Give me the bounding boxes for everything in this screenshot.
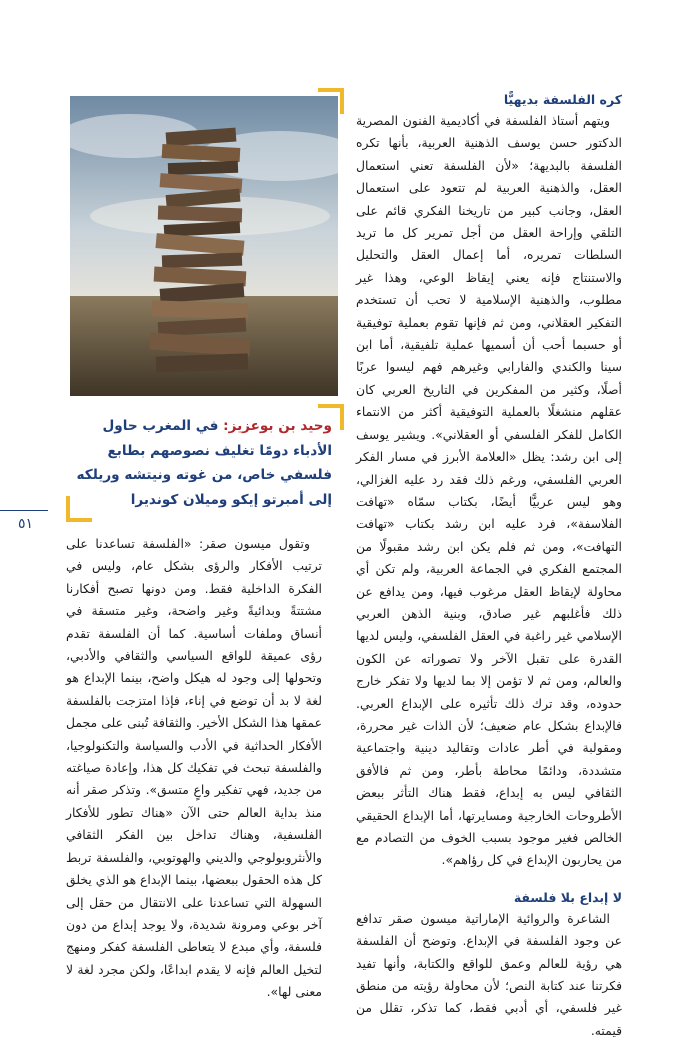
- section-heading-2: لا إبداع بلا فلسفة: [513, 889, 622, 905]
- book-stack-illustration: [70, 96, 338, 396]
- book-stack-photo: [70, 96, 338, 396]
- page-number-rule: [0, 510, 48, 511]
- page-number: ٥١: [18, 516, 34, 532]
- section-2-body: الشاعرة والروائية الإماراتية ميسون صقر تدافع عن وجود الفلسفة في الإبداع. وتوضح أن الفلسفة هي رؤية للعالم وعمق للواقع والكتابة، وأنها تفيد فكرتنا عند كتابة النص؛ لأن محاولة رؤيته من منطق غير فلسفي، أي أدبي فقط، كما تذكر، تقلل من قيمته.: [356, 910, 622, 1038]
- left-column-body: وتقول ميسون صقر: «الفلسفة تساعدنا على ترتيب الأفكار والرؤى بشكل عام، وليس في الفكرة الداخلية فقط. ومن دونها تصبح أفكارنا مشتتةً وبدائيةً وغير واضحة، وغير متسقة في أنساق وملفات أساسية. كما أن الفلسفة تقدم رؤى عميقة للواقع السياسي والثقافي والأدبي، وتحولها إلى وجود له هيكل واضح، بينما الإبداع هو لغة لا بد أن توضع في إناء، فإذا امتزجت بالفلسفة عمقها هذا الشكل الأخير. والثقافة تُبنى على مجمل الأفكار الحداثية في الأدب والسياسة والتكنولوجيا، والفلسفة تبحث في تفكيك كل هذا، وإعادة صياغته من جديد، فهي تفكير واعٍ متسق». وتذكر صقر أنه منذ بداية العالم حتى الآن «هناك تطور للأفكار الفلسفية، وهناك تداخل بين الفكر الثقافي والأنثروبولوجي والديني والهوتوبي، والفلسفة تربط كل هذه الحقول ببعضها، بينما الإبداع هو الذي يخلق السهولة التي تساعدنا على الانتقال من حقل إلى آخر بوعي ومرونة شديدة، ولا يوجد إبداع من دون فلسفة، وأي مبدع لا يتعاطى الفلسفة كفكر ومنهج لتخيل العالم فإنه لا يقدم ابداعًا، ولكن مجرد لغة لا معنى لها».: [65, 536, 322, 1000]
- section-heading-1: كره الفلسفة بديهيًّا: [503, 92, 622, 107]
- pull-quote-text: في المغرب حاول الأدباء دومًا تغليف نصوصهم بطابع فلسفي خاص، من غوته ونيتشه وريلكه إلى أمبرتو إيكو وميلان كونديرا: [76, 418, 332, 508]
- left-column: [66, 533, 322, 1004]
- section-1-body: ويتهم أستاذ الفلسفة في أكاديمية الفنون المصرية الدكتور حسن يوسف الذهنية العربية، بأنها تكره الفلسفة بالبديهة؛ «لأن الفلسفة تعني استعمال العقل، والذهنية العربية لم تتعود على استعمال العقل، وجانب كبير من تاريخنا الفكري قائم على التلقي وإراحة العقل من أجل تمرير كل ما تريد السلطات تمريره، أما إعمال العقل والتحليل والاستنتاج فإنه يعني إيقاظ الوعي، وهذا غير مطلوب، والذهنية الإسلامية لا تحب أن تستخدم التفكير العقلاني، ومن ثم فإنها تقوم بعملية توفيقية أو حسبما أحب أن أسميها عملية تلفيقية، أما ابن سينا والكندي والفارابي وغيرهم فهم ليسوا عربًا أصلًا، وكثير من المفكرين في التاريخ العربي كان عقلهم منشغلًا بالعملية التوفيقية أكثر من الانتماء الكامل للفكر الفلسفي أو العقلاني». ويشير يوسف إلى ابن رشد: يظل «العلامة الأبرز في مسار الفكر العربي الفلسفي، ورغم ذلك فقد رد عليه الغزالي، وهو ليس عربيًّا أيضًا، بكتاب سمّاه «تهافت الفلاسفة»، فرد عليه ابن رشد بكتاب «تهافت التهافت»، ومن ثم فلم يكن ابن رشد مقبولًا من المجتمع الفكري في الجماعة العربية، ولم تكن أي محاولة لإيقاظ العقل مرغوب فيها، ومن يدافع عن ذلك فأغلبهم غير صادق، وبنية الذهن العربي الإسلامي غير راغبة في العقل الفلسفي، وليس لديها القدرة على تقبل الآخر ولا تصوراته عن الكون والعالم، ومن ثم لا تؤمن إلا بما لديها ولا تفكر خارج حدوده، وقد ترك ذلك تأثيره على الإبداع العربي. فالإبداع بشكل عام ضعيف؛ لأن الذات غير محررة، ومقولبة في أطر عادات وتقاليد دينية واجتماعية متشددة، ودائمًا محاطة بأطر، ومن ثم فالأفق الثقافي ليس به إبداع، فقط هناك التأثر ببعض الأطروحات الخارجية ومسايرتها، أما الإبداع الحقيقي الخالص فغير موجود بسبب الخوف من التصادم مع من يحاربون الإبداع في كل رؤاهم».: [356, 113, 622, 868]
- pull-quote-name: وحيد بن بوعزيز:: [223, 418, 332, 434]
- pull-quote-box: [70, 410, 336, 514]
- pull-quote: [74, 414, 332, 512]
- right-column: [356, 90, 622, 1042]
